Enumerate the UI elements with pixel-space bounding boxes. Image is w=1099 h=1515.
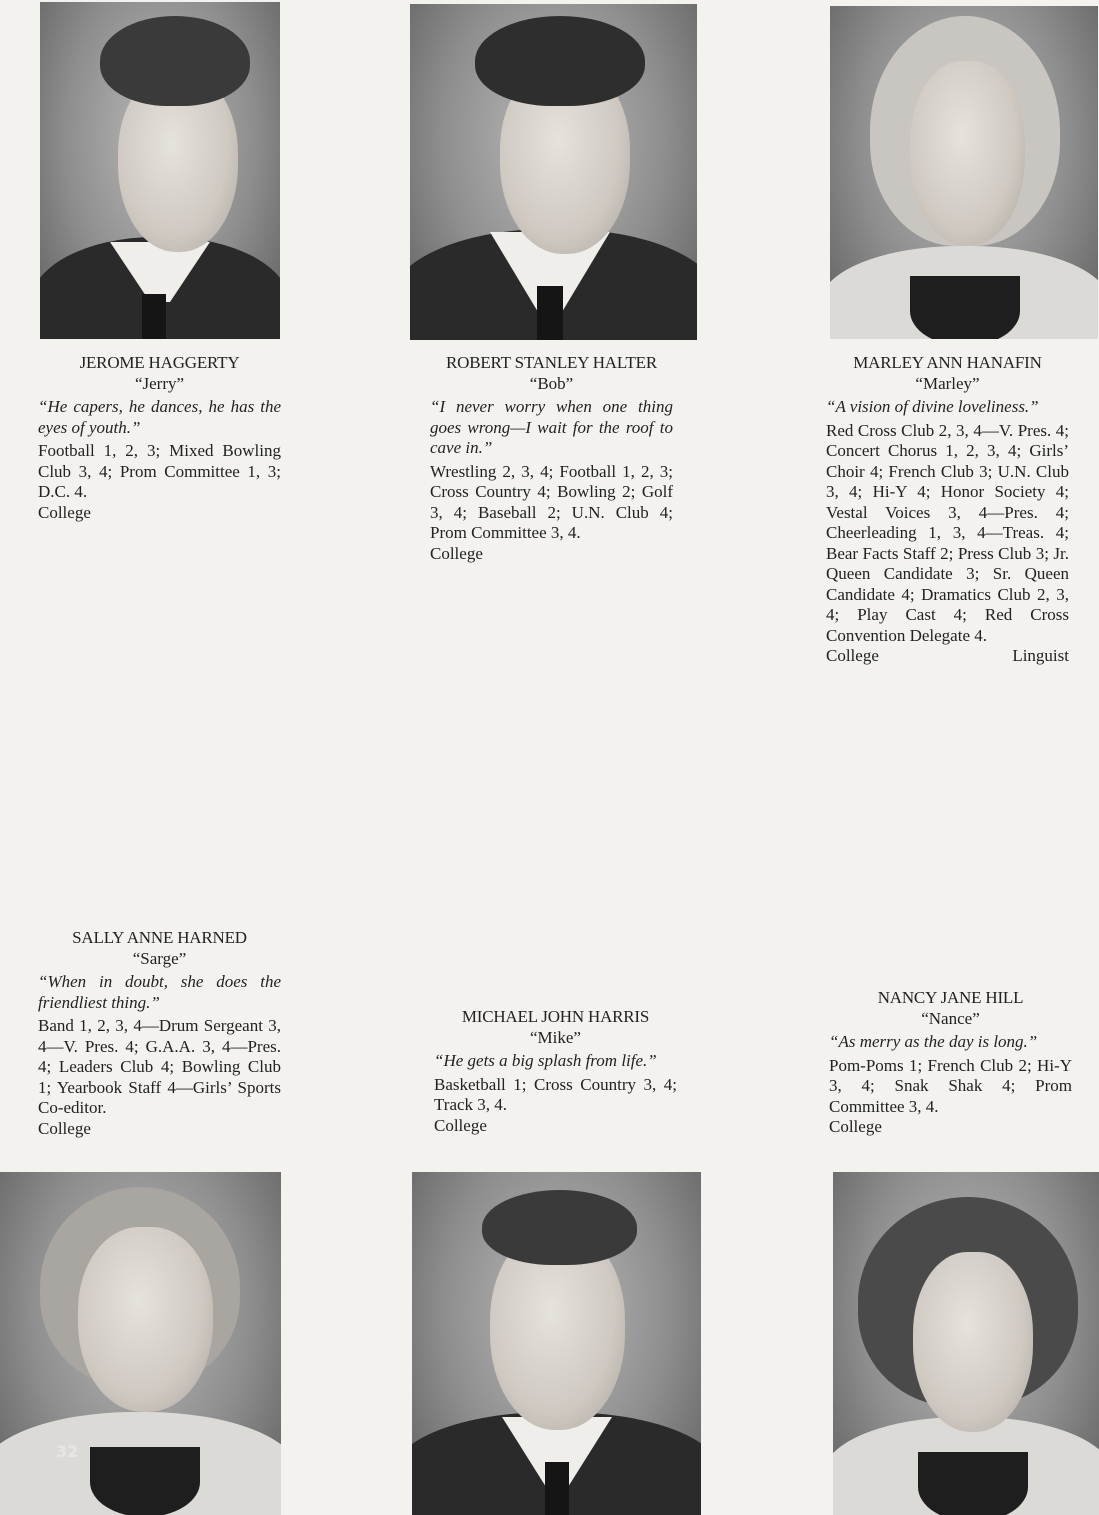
portrait-photo-robert-halter — [410, 4, 697, 340]
student-future — [434, 1116, 677, 1137]
student-entry — [430, 353, 673, 564]
student-activities: Red Cross Club 2, 3, 4—V. Pres. 4; Concert Chorus 1, 2, 3, 4; Girls’ Choir 4; French Club 3; U.N. Club 3, 4; Hi-Y 4; Honor Society 4; Vestal Voices 3, 4—Pres. 4; Cheerleading 1, 3, 4—Treas. 4; Bear Facts Staff 2; Press Club 3; Jr. Queen Candidate 3; Sr. Queen Candidate 4; Dramatics Club 2, 3, 4; Play Cast 4; Red Cross Convention Delegate 4. — [826, 420, 1069, 645]
student-entry — [38, 928, 281, 1139]
future-plan: College — [826, 646, 879, 665]
student-name: NANCY JANE HILL — [877, 988, 1024, 1007]
future-plan: College — [434, 1115, 487, 1135]
student-nickname: “Marley” — [915, 373, 980, 393]
student-quote: “He capers, he dances, he has the eyes of youth.” — [38, 397, 281, 437]
student-entry — [826, 353, 1069, 667]
student-quote: “When in doubt, she does the friendliest thing.” — [38, 972, 281, 1012]
student-name: JEROME HAGGERTY — [79, 353, 240, 372]
student-nickname: “Bob” — [529, 373, 574, 393]
portrait-photo-jerome-haggerty — [40, 2, 280, 339]
future-plan: College — [38, 1118, 91, 1138]
student-nickname: “Jerry” — [134, 373, 185, 393]
student-entry — [38, 353, 281, 523]
portrait-photo-nancy-hill — [833, 1172, 1099, 1515]
student-nickname: “Mike” — [530, 1027, 581, 1047]
student-quote: “As merry as the day is long.” — [829, 1032, 1038, 1051]
future-plan: College — [829, 1117, 882, 1136]
student-activities: Football 1, 2, 3; Mixed Bowling Club 3, 4; Prom Committee 1, 3; D.C. 4. — [38, 441, 281, 501]
student-name: MICHAEL JOHN HARRIS — [461, 1007, 650, 1026]
student-future — [38, 503, 281, 524]
future-plan: College — [430, 543, 483, 563]
student-quote: “A vision of divine loveliness.” — [826, 397, 1039, 416]
student-entry — [829, 988, 1072, 1138]
student-entry — [434, 1007, 677, 1136]
student-future — [430, 544, 673, 565]
page-number: 32 — [56, 1442, 79, 1461]
student-future — [826, 646, 1069, 667]
student-future — [829, 1117, 1072, 1138]
student-name: SALLY ANNE HARNED — [72, 928, 247, 947]
student-activities: Wrestling 2, 3, 4; Football 1, 2, 3; Cross Country 4; Bowling 2; Golf 3, 4; Baseball 2; U.N. Club 4; Prom Committee 3, 4. — [430, 461, 673, 542]
student-activities: Pom-Poms 1; French Club 2; Hi-Y 3, 4; Snak Shak 4; Prom Committee 3, 4. — [829, 1055, 1072, 1116]
portrait-photo-sally-harned — [0, 1172, 281, 1515]
student-nickname: “Nance” — [921, 1008, 980, 1028]
student-future — [38, 1119, 281, 1140]
student-quote: “I never worry when one thing goes wrong—I wait for the roof to cave in.” — [430, 397, 673, 457]
portrait-photo-michael-harris — [412, 1172, 701, 1515]
student-name: ROBERT STANLEY HALTER — [446, 353, 657, 372]
student-activities: Band 1, 2, 3, 4—Drum Sergeant 3, 4—V. Pres. 4; G.A.A. 3, 4—Pres. 4; Leaders Club 4; Bowling Club 1; Yearbook Staff 4—Girls’ Sports Co-editor. — [38, 1016, 281, 1117]
future-extra: Linguist — [1012, 646, 1069, 665]
student-name: MARLEY ANN HANAFIN — [853, 353, 1042, 372]
portrait-photo-marley-hanafin — [830, 6, 1098, 339]
future-plan: College — [38, 502, 91, 522]
student-nickname: “Sarge” — [132, 948, 187, 968]
student-activities: Basketball 1; Cross Country 3, 4; Track 3, 4. — [434, 1074, 677, 1114]
student-quote: “He gets a big splash from life.” — [434, 1051, 657, 1070]
